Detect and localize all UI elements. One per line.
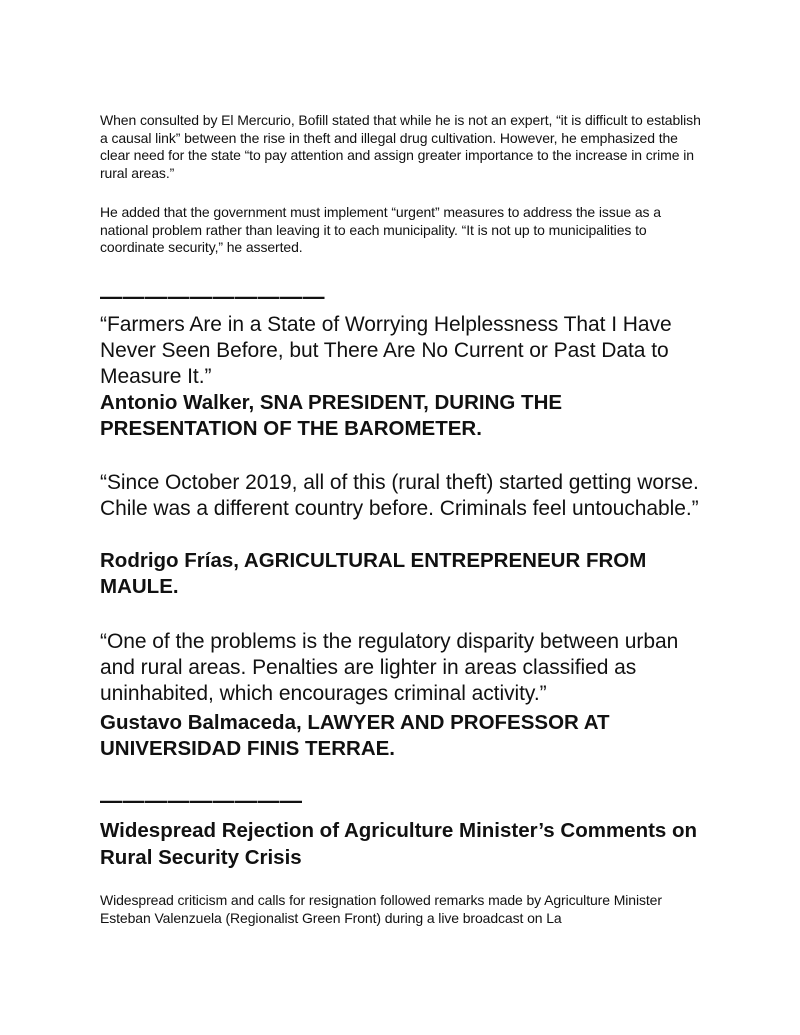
body-paragraph-urgent-measures: He added that the government must implement “urgent” measures to address the issue as a national problem rather than leaving it to each municipality. “It is not up to municipalities to coordinate security,” he asserted. [100,204,661,255]
pull-quote-walker: “Farmers Are in a State of Worrying Helplessness That I Have Never Seen Before, but There Are No Current or Past Data to Measure It.” [100,313,672,388]
quote-attribution-balmaceda: Gustavo Balmaceda, LAWYER AND PROFESSOR AT UNIVERSIDAD FINIS TERRAE. [100,711,610,760]
quote-attribution-walker: Antonio Walker, SNA PRESIDENT, DURING THE PRESENTATION OF THE BAROMETER. [100,391,563,440]
section-heading: Widespread Rejection of Agriculture Minister’s Comments on Rural Security Crisis [100,819,698,869]
body-paragraph-criticism: Widespread criticism and calls for resignation followed remarks made by Agriculture Minister Esteban Valenzuela (Regionalist Green Front) during a live broadcast on La [100,892,662,926]
quote-attribution-frias: Rodrigo Frías, AGRICULTURAL ENTREPRENEUR FROM MAULE. [100,549,647,598]
body-paragraph-bofill: When consulted by El Mercurio, Bofill stated that while he is not an expert, “it is difficult to establish a causal link” between the rise in theft and illegal drug cultivation. However, he emphasized the clear need for the state “to pay attention and assign greater importance to the increase in crime in rural areas.” [100,112,701,181]
pull-quote-balmaceda: “One of the problems is the regulatory disparity between urban and rural areas. Penalties are lighter in areas classified as uninhabited, which encourages criminal activity.” [100,630,679,705]
section-divider: ————————— [100,788,303,813]
section-divider: —————————— [100,284,325,309]
pull-quote-frias: “Since October 2019, all of this (rural theft) started getting worse. Chile was a different country before. Criminals feel untouchable.” [100,471,699,520]
